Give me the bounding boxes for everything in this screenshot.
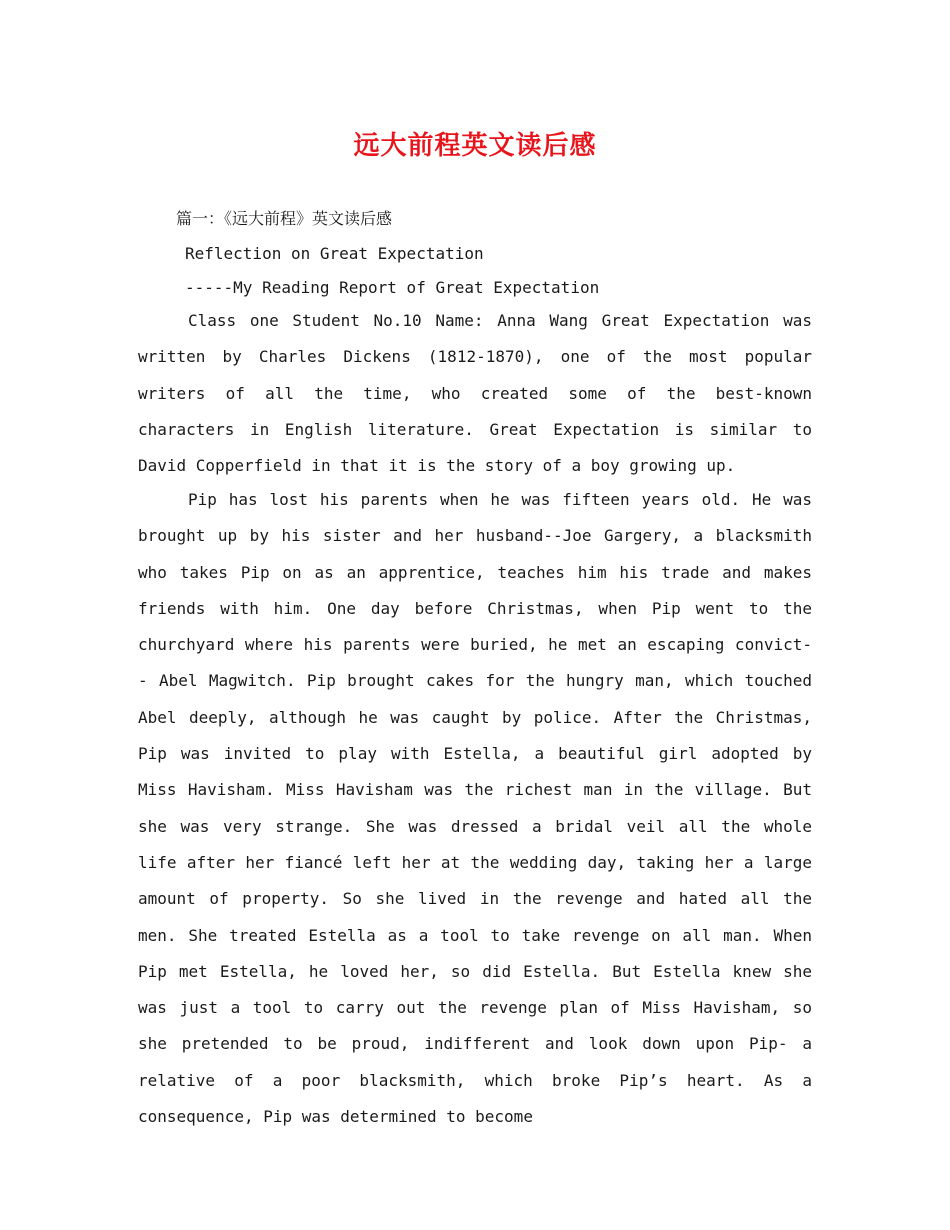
section-heading: 篇一：《远大前程》英文读后感 bbox=[176, 209, 393, 228]
paragraph-intro: Class one Student No.10 Name: Anna Wang Great Expectation was written by Charles Dickens (1812-1870), one of the most popular writers of all the time, who created some of the best-known characters in English literature. Great Expectation is similar to David Copperfield in that it is the story of a boy growing up. bbox=[138, 311, 812, 476]
paragraph-plot: Pip has lost his parents when he was fifteen years old. He was brought up by his sister and her husband--Joe Gargery, a blacksmith who takes Pip on as an apprentice, teaches him his trade and makes friends with him. One day before Christmas, when Pip went to the churchyard where his parents were buried, he met an escaping convict-- Abel Magwitch. Pip brought cakes for the hungry man, which touched Abel deeply, although he was caught by police. After the Christmas, Pip was invited to play with Estella, a beautiful girl adopted by Miss Havisham. Miss Havisham was the richest man in the village. But she was very strange. She was dressed a bridal veil all the whole life after her fiancé left her at the wedding day, taking her a large amount of property. So she lived in the revenge and hated all the men. She treated Estella as a tool to take revenge on all man. When Pip met Estella, he loved her, so did Estella. But Estella knew she was just a tool to carry out the revenge plan of Miss Havisham, so she pretended to be proud, indifferent and look down upon Pip- a relative of a poor blacksmith, which broke Pip’s heart. As a consequence, Pip was determined to become bbox=[138, 490, 812, 1127]
essay-subtitle: -----My Reading Report of Great Expectation bbox=[185, 278, 600, 297]
document-title: 远大前程英文读后感 bbox=[353, 131, 597, 161]
essay-title: Reflection on Great Expectation bbox=[185, 244, 484, 263]
